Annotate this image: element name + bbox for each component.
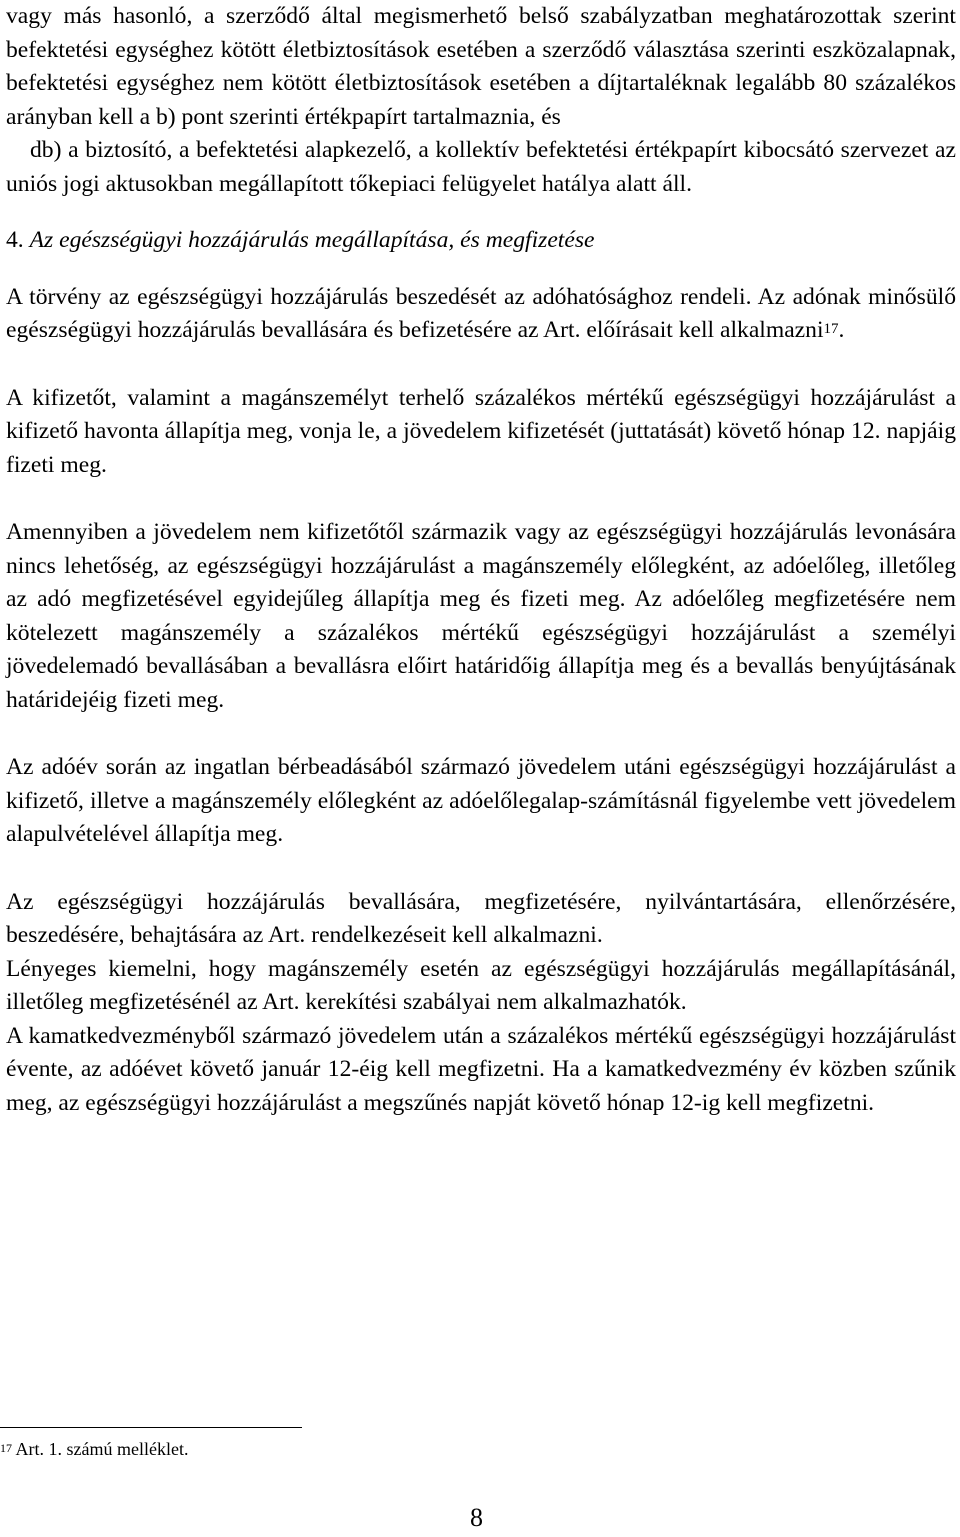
footnote-divider [0,1427,302,1428]
db-paragraph: db) a biztosító, a befektetési alapkezelő, a kollektív befektetési értékpapírt kibocsátó szervezet az uniós jogi aktusokban megállapított tőkepiaci felügyelet hatálya alatt áll. [6,137,956,197]
paragraph-5: Az egészségügyi hozzájárulás bevallására, megfizetésére, nyilvántartására, ellenőrzésére, beszedésére, behajtására az Art. rendelkezéseit kell alkalmazni. [6,888,956,948]
page-number: 8 [470,1503,483,1532]
footnote-text: Art. 1. számú melléklet. [15,1439,189,1459]
paragraph-2: A kifizetőt, valamint a magánszemélyt terhelő százalékos mértékű egészségügyi hozzájárulást a kifizető havonta állapítja meg, vonja le, a jövedelem kifizetését (juttatását) követő hónap 12. napjáig fizeti meg. [6,384,956,478]
paragraph-4: Az adóév során az ingatlan bérbeadásából származó jövedelem utáni egészségügyi hozzájárulást a kifizető, illetve a magánszemély előlegként az adóelőlegalap-számításnál figyelembe vett jövedelem alapulvételével állapítja meg. [6,754,956,847]
intro-paragraph: vagy más hasonló, a szerződő által megismerhető belső szabályzatban meghatározottak szerint befektetési egységhez kötött életbiztosítások esetében a szerződő választása szerinti eszközalapnak, befektetési egységhez nem kötött életbiztosítások esetében a díjtartaléknak legalább 80 százalékos arányban kell a b) pont szerinti értékpapírt tartalmaznia, és [6,3,956,130]
paragraph-1 [6,281,956,348]
paragraph-6: Lényeges kiemelni, hogy magánszemély esetén az egészségügyi hozzájárulás megállapításánál, illetőleg megfizetésénél az Art. kerekítési szabályai nem alkalmazhatók. [6,955,956,1015]
section-title: Az egészségügyi hozzájárulás megállapítása, és megfizetése [29,227,595,253]
footnote-number: 17 [0,1441,12,1455]
footnote [0,1437,188,1461]
footnote-reference[interactable]: 17 [823,321,839,337]
paragraph-1-text: A törvény az egészségügyi hozzájárulás beszedését az adóhatósághoz rendeli. Az adónak minősülő egészségügyi hozzájárulás bevallására és befizetésére az Art. előírásait kell alkalmazni [6,283,956,343]
paragraph-3: Amennyiben a jövedelem nem kifizetőtől származik vagy az egészségügyi hozzájárulás levonására nincs lehetőség, az egészségügyi hozzájárulást a magánszemély előlegként, az adóelőleg, illetőleg az adó megfizetésével egyidejűleg állapítja meg és fizeti meg. Az adóelőleg megfizetésére nem kötelezett magánszemély a százalékos mértékű egészségügyi hozzájárulást a személyi jövedelemadó bevallásában a bevallásra előirt határidőig állapítja meg és a bevallás benyújtásának határidejéig fizeti meg. [6,519,956,713]
section-number: 4. [6,227,24,253]
document-page [6,0,956,1120]
paragraph-7: A kamatkedvezményből származó jövedelem után a százalékos mértékű egészségügyi hozzájárulást évente, az adóévet követő január 12-éig kell megfizetni. Ha a kamatkedvezmény év közben szűnik meg, az egészségügyi hozzájárulást a megszűnés napját követő hónap 12-ig kell megfizetni. [6,1022,956,1116]
paragraph-1-end: . [838,317,845,343]
section-heading [6,224,956,258]
